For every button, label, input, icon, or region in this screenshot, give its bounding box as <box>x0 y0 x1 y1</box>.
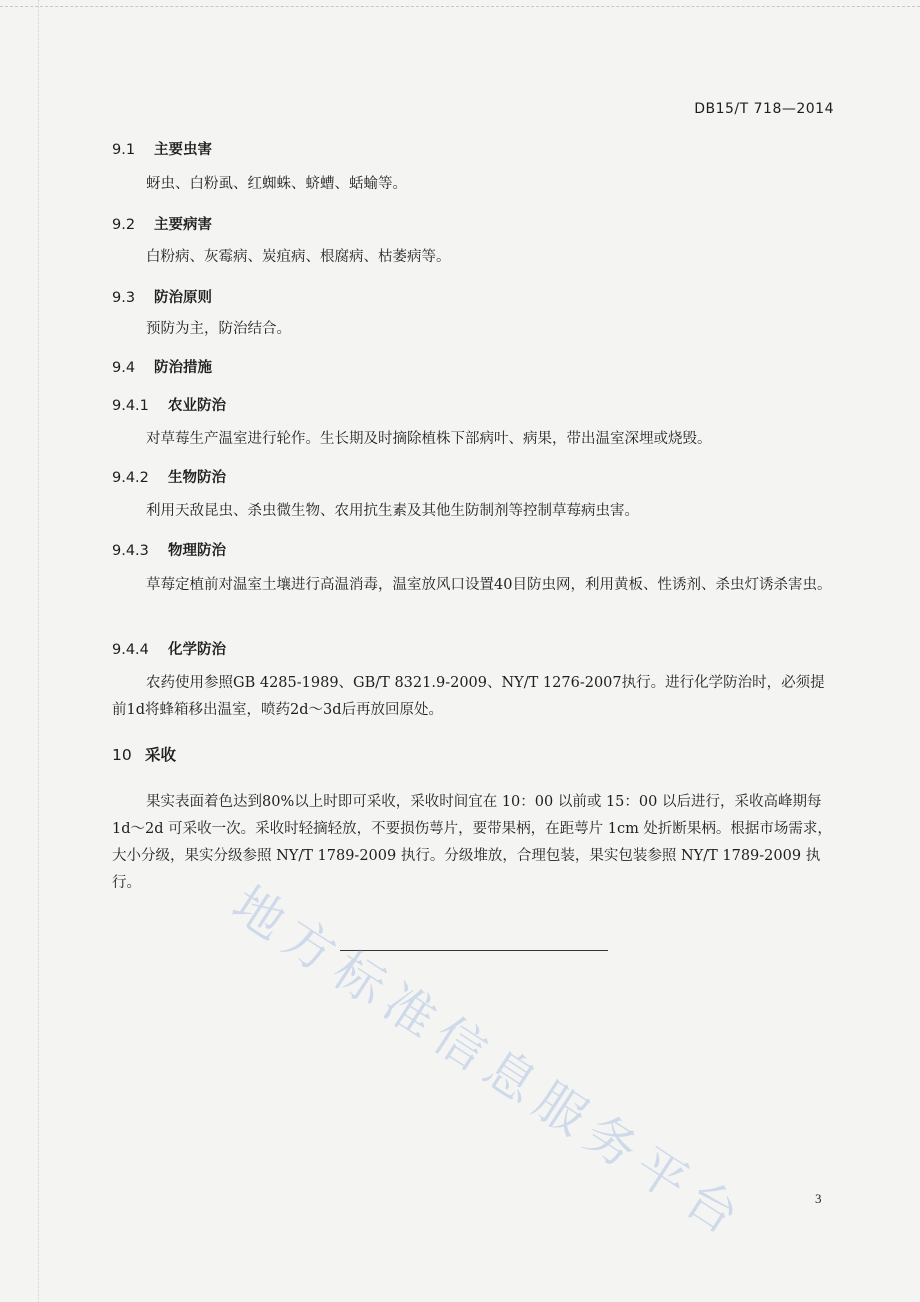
section-heading-10 <box>112 743 176 765</box>
section-title: 采收 <box>145 746 177 764</box>
section-number: 9.4.3 <box>112 543 149 559</box>
section-heading-9-4-1 <box>112 394 226 415</box>
section-title: 主要虫害 <box>154 142 212 158</box>
section-heading-9-4-4 <box>112 638 226 659</box>
section-number: 9.1 <box>112 142 136 158</box>
scan-edge-top <box>0 6 920 7</box>
section-body-9-2: 白粉病、灰霉病、炭疽病、根腐病、枯萎病等。 <box>146 249 451 265</box>
section-number: 9.4.4 <box>112 642 149 658</box>
section-number: 10 <box>112 746 132 764</box>
section-title: 防治措施 <box>154 360 212 376</box>
section-title: 化学防治 <box>168 642 226 658</box>
section-number: 9.3 <box>112 290 136 306</box>
document-code: DB15/T 718—2014 <box>694 101 834 117</box>
section-heading-9-3 <box>112 286 212 307</box>
section-body-9-4-1: 对草莓生产温室进行轮作。生长期及时摘除植株下部病叶、病果，带出温室深埋或烧毁。 <box>146 431 712 447</box>
section-number: 9.4.1 <box>112 398 149 414</box>
section-body-9-4-4: 农药使用参照GB 4285-1989、GB/T 8321.9-2009、NY/T 1276-2007执行。进行化学防治时，必须提前1d将蜂箱移出温室，喷药2d～3d后再放回原处。 <box>112 675 825 718</box>
section-body-9-3: 预防为主，防治结合。 <box>146 321 291 337</box>
section-title: 生物防治 <box>168 470 226 486</box>
section-heading-9-2 <box>112 213 212 234</box>
section-heading-9-4-3 <box>112 539 226 560</box>
section-body-9-4-2: 利用天敌昆虫、杀虫微生物、农用抗生素及其他生防制剂等控制草莓病虫害。 <box>146 503 639 519</box>
section-number: 9.4.2 <box>112 470 149 486</box>
section-body-10: 果实表面着色达到80%以上时即可采收，采收时间宜在 10：00 以前或 15：00 以后进行，采收高峰期每 1d～2d 可采收一次。采收时轻摘轻放，不要损伤萼片，要带果柄，在距萼片 1cm 处折断果柄。根据市场需求，大小分级，果实分级参照 NY/T 1789-2009 执行。分级堆放，合理包装，果实包装参照 NY/T 1789-2009 执行。 <box>112 794 832 891</box>
scan-edge-left <box>38 0 39 1302</box>
section-number: 9.2 <box>112 217 136 233</box>
section-body-9-4-3: 草莓定植前对温室土壤进行高温消毒，温室放风口设置40目防虫网，利用黄板、性诱剂、杀虫灯诱杀害虫。 <box>146 577 832 593</box>
page-number: 3 <box>815 1191 822 1206</box>
section-title: 物理防治 <box>168 543 226 559</box>
section-heading-9-4 <box>112 356 212 377</box>
section-title: 主要病害 <box>154 217 212 233</box>
section-heading-9-1 <box>112 138 212 159</box>
section-title: 农业防治 <box>168 398 226 414</box>
section-body-9-1: 蚜虫、白粉虱、红蜘蛛、蛴螬、蛞蝓等。 <box>146 176 407 192</box>
section-number: 9.4 <box>112 360 136 376</box>
watermark: 地方标准信息服务平台 <box>222 875 757 1251</box>
section-heading-9-4-2 <box>112 466 226 487</box>
section-title: 防治原则 <box>154 290 212 306</box>
